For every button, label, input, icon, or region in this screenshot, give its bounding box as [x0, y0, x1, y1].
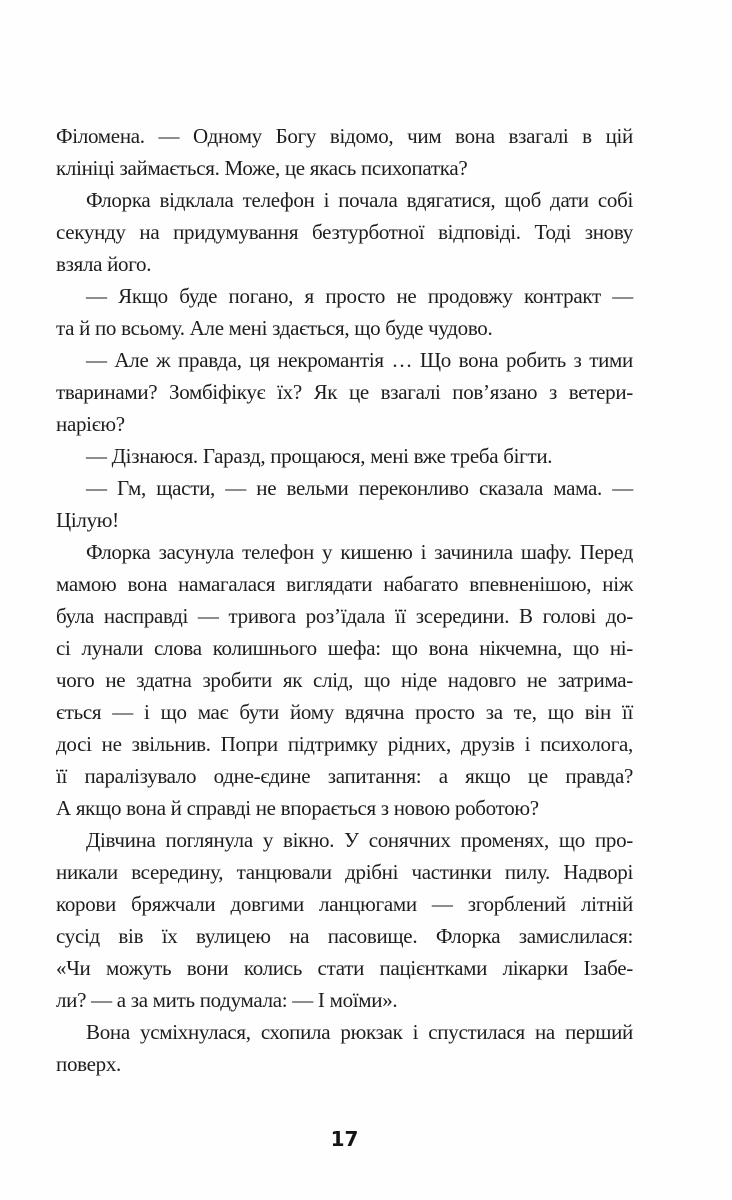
paragraph: [56, 824, 633, 1016]
paragraph: [56, 184, 633, 280]
text-line: Цілую!: [56, 508, 119, 532]
text-line: Дівчина поглянула у вікно. У сонячних променях, що про-: [86, 828, 633, 852]
text-line: — Дізнаюся. Гаразд, прощаюся, мені вже треба бігти.: [86, 444, 553, 468]
paragraph: [56, 280, 633, 344]
text-line: ється — і що має бути йому вдячна просто за те, що він її: [56, 700, 633, 724]
page-text: [56, 120, 633, 1080]
paragraph: [56, 1016, 633, 1080]
page-number: 17: [330, 1127, 359, 1151]
paragraph: [56, 536, 633, 824]
text-line: Філомена. — Одному Богу відомо, чим вона взагалі в цій: [56, 124, 633, 148]
text-line: та й по всьому. Але мені здається, що буде чудово.: [56, 316, 493, 340]
text-line: Вона усміхнулася, схопила рюкзак і спустилася на перший: [86, 1020, 633, 1044]
text-line: сусід вів їх вулицею на пасовище. Флорка замислилася:: [56, 924, 633, 948]
text-line: корови бряжчали довгими ланцюгами — згорблений літній: [56, 892, 633, 916]
text-line: А якщо вона й справді не впорається з новою роботою?: [56, 796, 539, 820]
text-line: — Гм, щасти, — не вельми переконливо сказала мама. —: [86, 476, 633, 500]
text-line: Флорка засунула телефон у кишеню і зачинила шафу. Перед: [86, 540, 633, 564]
text-line: — Але ж правда, ця некромантія … Що вона робить з тими: [86, 348, 633, 372]
text-line: нарією?: [56, 412, 125, 436]
text-line: клініці займається. Може, це якась психопатка?: [56, 156, 468, 180]
text-line: — Якщо буде погано, я просто не продовжу контракт —: [86, 284, 633, 308]
text-line: поверх.: [56, 1052, 122, 1076]
paragraph: [56, 440, 633, 472]
text-line: взяла його.: [56, 252, 152, 276]
text-line: була насправді — тривога роз’їдала її зсередини. В голові до-: [56, 604, 633, 628]
text-line: «Чи можуть вони колись стати пацієнтками лікарки Ізабе-: [56, 956, 633, 980]
text-line: її паралізувало одне-єдине запитання: а якщо це правда?: [56, 764, 633, 788]
text-line: тваринами? Зомбіфікує їх? Як це взагалі пов’язано з ветери-: [56, 380, 633, 404]
text-line: досі не звільнив. Попри підтримку рідних, друзів і психолога,: [56, 732, 633, 756]
text-line: никали всередину, танцювали дрібні частинки пилу. Надворі: [56, 860, 633, 884]
text-line: мамою вона намагалася виглядати набагато впевненішою, ніж: [56, 572, 633, 596]
text-line: сі лунали слова колишнього шефа: що вона нікчемна, що ні-: [56, 636, 633, 660]
text-line: Флорка відклала телефон і почала вдягатися, щоб дати собі: [86, 188, 633, 212]
text-line: секунду на придумування безтурботної відповіді. Тоді знову: [56, 220, 633, 244]
paragraph: [56, 120, 633, 184]
text-line: чого не здатна зробити як слід, що ніде надовго не затрима-: [56, 668, 633, 692]
paragraph: [56, 344, 633, 440]
text-line: ли? — а за мить подумала: — І моїми».: [56, 988, 398, 1012]
paragraph: [56, 472, 633, 536]
